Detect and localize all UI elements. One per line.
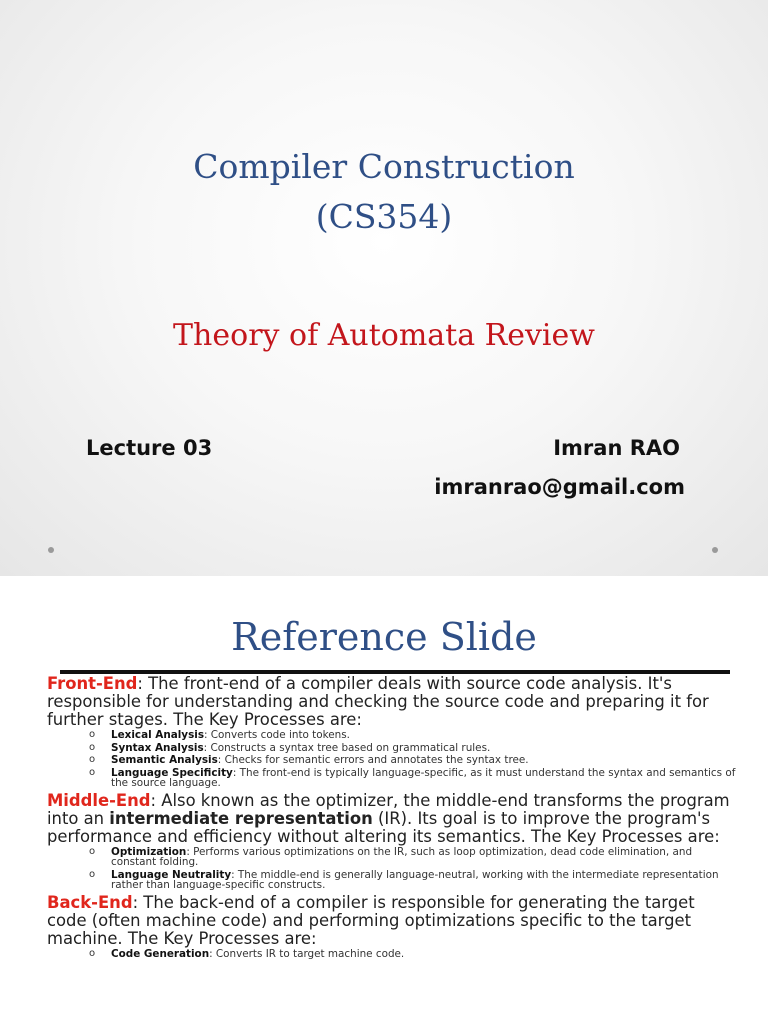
bullet-icon: o — [89, 868, 96, 880]
list-item-text: : Performs various optimizations on the IR, such as loop optimization, dead code elimination, and constant folding. — [111, 845, 693, 868]
list-item-label: Language Neutrality — [111, 868, 232, 881]
back-end-text: : The back-end of a compiler is responsible for generating the target code (often machine code) and performing optimizations specific to the target machine. The Key Processes are: — [47, 892, 695, 948]
list-item-text: : The middle-end is generally language-neutral, working with the intermediate representation rather than language-specific constructs. — [111, 868, 719, 891]
middle-end-paragraph — [47, 792, 737, 846]
back-end-paragraph — [47, 894, 737, 948]
reference-content — [47, 675, 737, 962]
list-item — [89, 730, 737, 741]
author-email: imranrao@gmail.com — [434, 475, 685, 499]
list-item-label: Syntax Analysis — [111, 741, 204, 754]
course-title: Compiler Construction — [193, 147, 575, 186]
bullet-icon: o — [89, 845, 96, 857]
list-item — [89, 870, 737, 891]
decorative-dot-right — [712, 547, 718, 553]
front-end-process-list — [47, 730, 737, 789]
course-code: (CS354) — [315, 197, 453, 236]
front-end-heading: Front-End — [47, 674, 138, 693]
list-item — [89, 755, 737, 766]
bullet-icon: o — [89, 947, 96, 959]
list-item-label: Language Specificity — [111, 766, 233, 779]
back-end-process-list — [47, 949, 737, 960]
list-item-label: Semantic Analysis — [111, 754, 218, 766]
list-item-label: Optimization — [111, 845, 187, 858]
list-item-label: Code Generation — [111, 947, 210, 960]
reference-slide-title: Reference Slide — [231, 615, 537, 659]
list-item-text: : Constructs a syntax tree based on grammatical rules. — [203, 741, 491, 754]
list-item-label: Lexical Analysis — [111, 729, 204, 741]
list-item — [89, 847, 737, 868]
lecture-number: Lecture 03 — [86, 436, 213, 460]
middle-end-text: : Also known as the optimizer, the middle-end transforms the program into an — [47, 790, 730, 828]
list-item — [89, 743, 737, 754]
author-name: Imran RAO — [553, 436, 680, 460]
list-item-text: : The front-end is typically language-specific, as it must understand the syntax and semantics of the source language. — [111, 766, 736, 789]
bullet-icon: o — [89, 766, 96, 778]
bullet-icon: o — [89, 741, 96, 753]
decorative-dot-left — [48, 547, 54, 553]
reference-slide — [0, 576, 768, 1024]
bullet-icon: o — [89, 754, 96, 765]
bullet-icon: o — [89, 729, 96, 740]
front-end-paragraph — [47, 675, 737, 729]
back-end-heading: Back-End — [47, 892, 133, 912]
lecture-subtitle: Theory of Automata Review — [173, 318, 595, 353]
middle-end-bold-term: intermediate representation — [109, 808, 373, 828]
list-item — [89, 768, 737, 789]
list-item-text: : Checks for semantic errors and annotates the syntax tree. — [217, 754, 529, 766]
list-item-text: : Converts IR to target machine code. — [209, 947, 405, 960]
middle-end-text-after: (IR). Its goal is to improve the program's performance and efficiency without altering its semantics. The Key Processes are: — [47, 808, 720, 846]
list-item-text: : Converts code into tokens. — [204, 729, 350, 741]
middle-end-heading: Middle-End — [47, 790, 151, 810]
middle-end-process-list — [47, 847, 737, 891]
front-end-text: : The front-end of a compiler deals with source code analysis. It's responsible for understanding and checking the source code and preparing it for further stages. The Key Processes are: — [47, 674, 709, 729]
list-item — [89, 949, 737, 960]
